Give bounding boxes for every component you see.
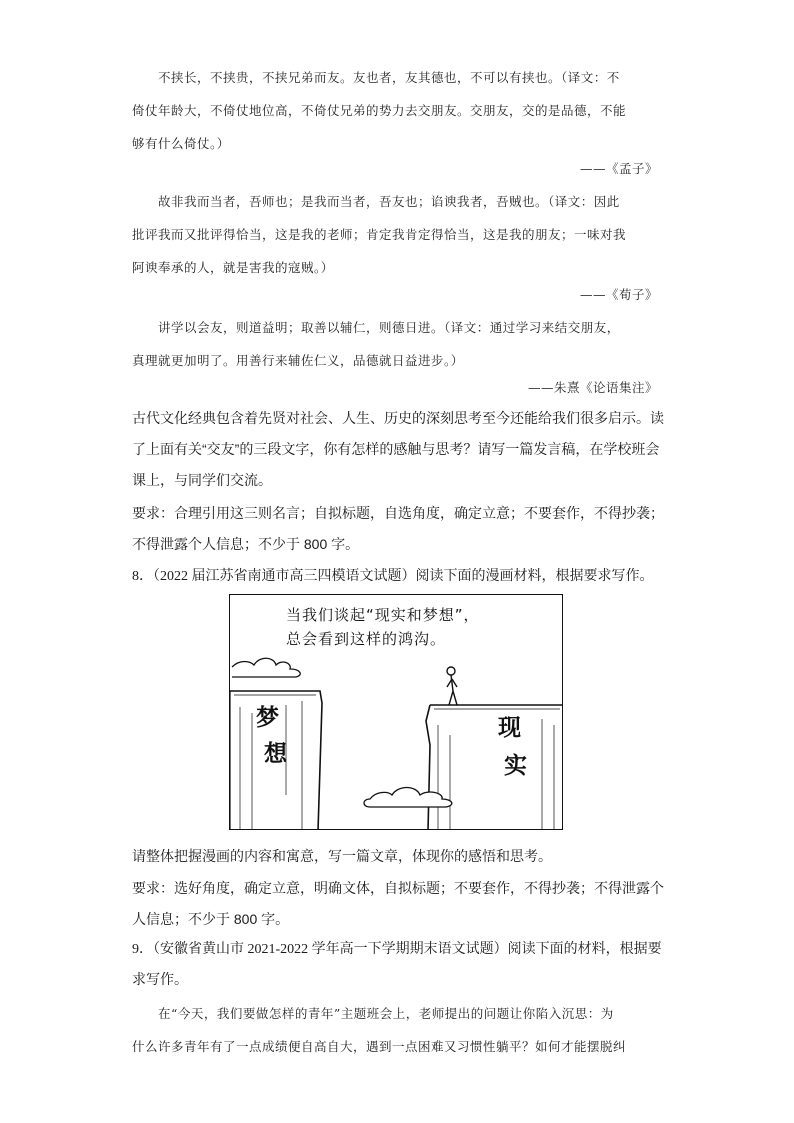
requirement-line: 不得泄露个人信息；不少于 800 字。	[132, 536, 360, 552]
q7-requirements	[132, 498, 662, 560]
quote-line: 够有什么倚仗。）	[132, 136, 230, 151]
material-line: 在“今天，我们要做怎样的青年”主题班会上，老师提出的问题让你陷入沉思：为	[132, 1006, 614, 1021]
quote-xunzi	[132, 185, 662, 284]
person-figure	[447, 667, 457, 705]
prompt-line: 请整体把握漫画的内容和寓意，写一篇文章，体现你的感悟和思考。	[132, 848, 552, 864]
comic-caption	[286, 603, 480, 651]
q9-heading	[132, 934, 662, 996]
quote-source-xunzi: ——《荀子》	[579, 287, 658, 302]
comic-illustration	[229, 594, 563, 830]
quote-line: 真理就更加明了。用善行来辅佐仁义，品德就日益进步。）	[132, 353, 464, 368]
requirement-line: 人信息；不少于 800 字。	[132, 911, 290, 927]
q8-prompt	[132, 841, 662, 872]
quote-mencius	[132, 61, 662, 160]
quote-line: 故非我而当者，吾师也；是我而当者，吾友也；谄谀我者，吾贼也。（译文：因此	[132, 194, 620, 209]
cloud-gap	[364, 788, 452, 808]
prompt-line: 了上面有关“交友”的三段文字，你有怎样的感触与思考？请写一篇发言稿，在学校班会	[132, 441, 660, 457]
quote-line: 倚仗年龄大，不倚仗地位高，不倚仗兄弟的势力去交朋友。交朋友，交的是品德，不能	[132, 103, 627, 118]
prompt-line: 课上，与同学们交流。	[132, 472, 272, 488]
quote-source-zhuxi: ——朱熹《论语集注》	[527, 380, 658, 395]
caption-line: 总会看到这样的鸿沟。	[286, 630, 447, 648]
quote-zhuxi	[132, 311, 662, 377]
q9-material	[132, 997, 662, 1063]
quote-line: 不挟长，不挟贵，不挟兄弟而友。友也者，友其德也，不可以有挟也。（译文：不	[132, 70, 620, 85]
label-reality	[498, 713, 527, 781]
q7-prompt	[132, 403, 662, 496]
question-heading-line: 8．（2022 届江苏省南通市高三四模语文试题）阅读下面的漫画材料，根据要求写作。	[132, 569, 654, 584]
quote-line: 阿谀奉承的人，就是害我的寇贼。）	[132, 260, 334, 275]
quote-line: 批评我而又批评得恰当，这是我的老师；肯定我肯定得恰当，这是我的朋友；一味对我	[132, 227, 627, 242]
q8-requirements	[132, 873, 662, 935]
label-char: 梦	[256, 705, 279, 731]
requirement-line: 要求：选好角度，确定立意，明确文体，自拟标题；不要套作，不得抄袭；不得泄露个	[132, 880, 664, 896]
label-char: 实	[504, 753, 527, 779]
material-line: 什么许多青年有了一点成绩便自高自大，遇到一点困难又习惯性躺平？如何才能摆脱纠	[132, 1039, 627, 1054]
question-heading-line: 9．（安徽省黄山市 2021-2022 学年高一下学期期末语文试题）阅读下面的材料，根据要	[132, 942, 662, 957]
requirement-line: 要求：合理引用这三则名言；自拟标题，自选角度，确定立意；不要套作，不得抄袭；	[132, 505, 664, 521]
label-dream	[256, 703, 287, 769]
label-char: 现	[498, 715, 521, 741]
prompt-line: 古代文化经典包含着先贤对社会、人生、历史的深刻思考至今还能给我们很多启示。读	[132, 410, 664, 426]
question-heading-line: 求写作。	[132, 973, 188, 988]
label-char: 想	[264, 741, 287, 767]
q8-heading	[132, 561, 662, 592]
caption-line: 当我们谈起“现实和梦想”，	[286, 606, 480, 624]
cloud-left	[232, 658, 300, 677]
quote-line: 讲学以会友，则道益明；取善以辅仁，则德日进。（译文：通过学习来结交朋友，	[132, 320, 620, 335]
quote-source-mencius: ——《孟子》	[579, 161, 658, 176]
